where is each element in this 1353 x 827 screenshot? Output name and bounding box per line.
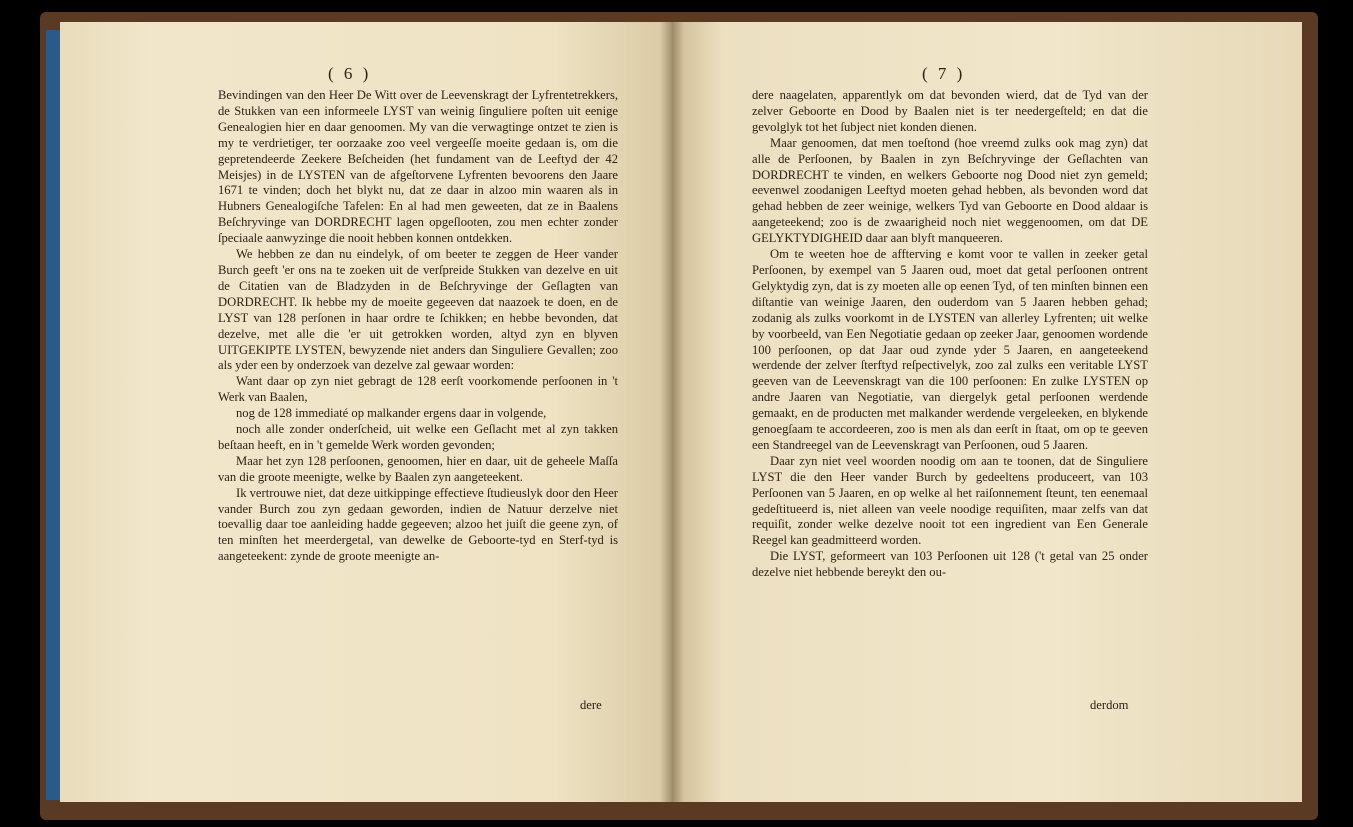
paragraph: Die LYST, geformeert van 103 Perſoonen uit 128 ('t getal van 25 onder dezelve niet hebbende bereykt den ou- bbox=[752, 549, 1148, 580]
paragraph: noch alle zonder onderſcheid, uit welke een Geſlacht met al zyn takken beſtaan heeft, en in 't gemelde Werk worden gevonden; bbox=[218, 422, 618, 452]
paragraph: We hebben ze dan nu eindelyk, of om beeter te zeggen de Heer vander Burch geeft 'er ons na te zoeken uit de verſpreide Stukken van dezelve en uit de Citatien van de Bladzyden in de Beſchryvinge der Geſlagten van DORDRECHT. Ik hebbe my de moeite gegeeven dat naazoek te doen, en de LYST van 128 perſonen in haar ordre te ſchikken; en hebbe bevonden, dat dezelve, met alle die 'er uit getrokken worden, altyd zyn en blyven UITGEKIPTE LYSTEN, bewyzende niet anders dan Singuliere Gevallen; zoo als yder een by onderzoek van dezelve zal gewaar worden: bbox=[218, 247, 618, 373]
left-page bbox=[60, 22, 672, 802]
paragraph: Daar zyn niet veel woorden noodig om aan te toonen, dat de Singuliere LYST die den Heer vander Burch by gedeeltens produceert, van 103 Perſoonen van 5 Jaaren, en op welke al het raiſonnement ſteunt, ten eenemaal gedeſtitueerd is, niet alleen van veele noodige requiſiten, maar zelfs van dat requiſit, zonder welke dezelve nooit tot een ingredient van Een Generale Reegel kan geadmitteerd worden. bbox=[752, 453, 1148, 548]
page-number-left: ( 6 ) bbox=[328, 64, 372, 83]
page-number-right: ( 7 ) bbox=[922, 64, 966, 83]
paragraph: Want daar op zyn niet gebragt de 128 eerſt voorkomende perſoonen in 't Werk van Baalen, bbox=[218, 374, 618, 405]
left-page-text bbox=[218, 88, 618, 565]
catchword-left: dere bbox=[580, 698, 602, 712]
paragraph: Om te weeten hoe de affterving e komt voor te vallen in zeeker getal Perſoonen, by exempel van 5 Jaaren oud, moet dat getal perſoonen ontrent Gelyktydig zyn, dat is zy moeten alle op eenen Tyd, of ten minſten binnen een diſtantie van weinige Jaaren, den ouderdom van 5 Jaaren hebben gehad; zodanig als zulks voorkomt in de LYSTEN van allerley Lyfrenten; uit welke by voorbeeld, van Een Negotiatie gedaan op zeeker Jaar, genoomen wordende 100 perſoonen, op dat Jaar oud zynde yder 5 Jaaren, en aangeteekend werdende der zelver ſterftyd reſpectivelyk, zoo zal zulks een veritable LYST geeven van de Leevenskragt van die 100 perſoonen: En zulke LYSTEN op andre Jaaren van Negotiatie, van diergelyk getal perſoonen werdende gemaakt, en de producten met malkander werdende vergeleeken, en blykende genoegſaam te accordeeren, zoo is men als dan eerſt in ſtaat, om op te geeven een Standreegel van de Leevenskragt van Perſoonen, oud 5 Jaaren. bbox=[752, 247, 1148, 452]
paragraph: Ik vertrouwe niet, dat deze uitkippinge effectieve ſtudieuslyk door den Heer vander Burch zou zyn gedaan geworden, indien de Natuur derzelve niet toevallig daar toe aanleiding hadde gegeeven; alzoo het juiſt die geene zyn, of ten minſten het meerdergetal, van dewelke de Geboorte-tyd en Sterf-tyd is aangeteekent: zynde de groote meenigte an- bbox=[218, 485, 618, 564]
catchword-right: derdom bbox=[1090, 698, 1129, 712]
book-gutter bbox=[660, 22, 684, 802]
paragraph: dere naagelaten, apparentlyk om dat bevonden wierd, dat de Tyd van der zelver Geboorte en Dood by Baalen niet is ter needergeſteld; en dat die gevolglyk tot het ſubject niet konden dienen. bbox=[752, 88, 1148, 134]
right-page bbox=[672, 22, 1302, 802]
paragraph: Bevindingen van den Heer De Witt over de Leevenskragt der Lyfrentetrekkers, de Stukken van een informeele LYST van weinig ſinguliere poſten uit eenige Genealogien hier en daar genoomen. My van die verwagtinge ontzet te zien is my te verdrietiger, ter oorzaake zoo veel vergeeſſe moeite gedaan is, om die gepretendeerde Zeekere Beſcheiden (het fundament van de Leeftyd der 42 Meisjes) in de LYSTEN van de afgeſtorvene Lyfrenten bevoorens den Jaare 1671 te vinden; doch het blykt nu, dat ze daar in alzoo min waaren als in Hubners Genealogiſche Tafelen: En al had men geweeten, dat ze in Baalens Beſchryvinge van DORDRECHT lagen opgeſlooten, zou men echter zonder ſpeciaale aanwyzinge die nooit hebben konnen ontdekken. bbox=[218, 88, 618, 246]
right-page-text bbox=[752, 88, 1148, 581]
paragraph: Maar het zyn 128 perſoonen, genoomen, hier en daar, uit de geheele Maſſa van die groote meenigte, welke by Baalen zyn aangeteekent. bbox=[218, 453, 618, 484]
paragraph: Maar genoomen, dat men toeſtond (hoe vreemd zulks ook mag zyn) dat alle de Perſoonen, by Baalen in zyn Beſchryvinge der Geſlachten van DORDRECHT te vinden, en welkers Geboorte nog Dood niet zyn gemeld; eevenwel zoodanigen Leeftyd moeten gehad hebben, als bevonden word dat gehad hebben de zeer weinige, welkers Tyd van Geboorte en Dood aldaar is aangeteekend; zoo is de zwaarigheid noch niet weggenoomen, om dat DE GELYKTYDIGHEID daar aan blyft manqueeren. bbox=[752, 135, 1148, 246]
paragraph: nog de 128 immediaté op malkander ergens daar in volgende, bbox=[236, 406, 547, 421]
